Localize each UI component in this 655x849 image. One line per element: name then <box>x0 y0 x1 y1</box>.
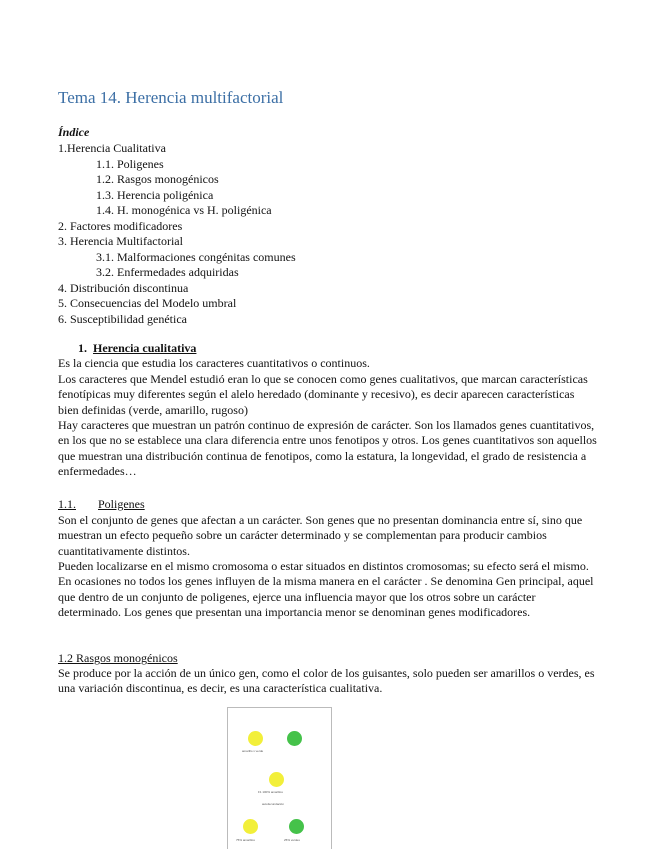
subsection-heading-poligenes <box>58 497 145 512</box>
green-pea-icon <box>289 819 304 834</box>
section1-paragraph-3: Hay caracteres que muestran un patrón continuo de expresión de carácter. Son los llamados genes cuantitativos, en los que no se establece una clara diferencia entre unos fenotipos y otros. Los genes cuantitativos son aquellos que muestran una distribución continua de fenotipos, como la estatura, la longevidad, el grado de resistencia a enfermedades… <box>58 418 597 479</box>
toc-item[interactable]: 6. Susceptibilidad genética <box>58 311 187 326</box>
toc-item[interactable]: 1.4. H. monogénica vs H. poligénica <box>96 203 272 217</box>
green-pea-icon <box>287 731 302 746</box>
yellow-pea-icon <box>248 731 263 746</box>
figure-caption: 75% amarillos <box>236 838 255 842</box>
subsection-title: Poligenes <box>98 497 145 511</box>
toc-item[interactable]: 1.Herencia Cualitativa <box>58 141 166 155</box>
poligenes-paragraph-1: Son el conjunto de genes que afectan a un carácter. Son genes que no presentan dominancia entre sí, sino que muestran un efecto pequeño sobre un carácter determinado y se complementan para producir cambios cuantitativamente distintos. <box>58 513 583 558</box>
subsection-heading-rasgos-monogenicos <box>58 651 178 666</box>
toc-item[interactable]: 5. Consecuencias del Modelo umbral <box>58 296 237 310</box>
toc-item[interactable]: 1.2. Rasgos monogénicos <box>96 172 219 186</box>
figure-caption: F1 100% amarillos <box>258 790 283 794</box>
poligenes-paragraph-2: Pueden localizarse en el mismo cromosoma o estar situados en distintos cromosomas; su efecto será el mismo. En ocasiones no todos los genes influyen de la misma manera en el carácter . Se denomina Gen principal, aquel que dentro de un conjunto de poligenes, ejerce una influencia mayor que los otros sobre un carácter determinado. Los genes que presentan una importancia menor se denominan genes modificadores. <box>58 559 594 620</box>
toc-item[interactable]: 1.3. Herencia poligénica <box>96 187 214 202</box>
toc-item[interactable]: 1.1. Poligenes <box>96 156 164 171</box>
subsection-title: Rasgos monogénicos <box>76 651 178 665</box>
toc-item[interactable]: 3.2. Enfermedades adquiridas <box>96 265 239 279</box>
figure-caption: 25% verdes <box>284 838 300 842</box>
document-title: Tema 14. Herencia multifactorial <box>58 88 284 107</box>
section1-paragraph-1: Es la ciencia que estudia los caracteres cuantitativos o continuos. <box>58 356 370 370</box>
table-of-contents <box>58 141 296 327</box>
subsection-number: 1.2 <box>58 651 73 665</box>
pea-cross-figure <box>227 707 332 849</box>
toc-item[interactable]: 2. Factores modificadores <box>58 218 183 233</box>
subsection-number: 1.1. <box>58 497 76 511</box>
toc-item[interactable]: 3.1. Malformaciones congénitas comunes <box>96 249 296 264</box>
figure-caption: amarillo x verde <box>242 749 264 753</box>
index-heading: Índice <box>58 125 90 139</box>
rasgos-paragraph-1: Se produce por la acción de un único gen, como el color de los guisantes, solo pueden ser amarillos o verdes, es una variación discontinua, es decir, es una característica cualitativa. <box>58 666 595 696</box>
toc-item[interactable]: 4. Distribución discontinua <box>58 280 189 295</box>
section1-paragraph-2: Los caracteres que Mendel estudió eran lo que se conocen como genes cualitativos, que marcan características fenotípicas muy diferentes según el alelo heredado (dominante y recesivo), es decir aparecen características bien definidas (verde, amarillo, rugoso) <box>58 372 588 417</box>
toc-item[interactable]: 3. Herencia Multifactorial <box>58 234 183 248</box>
section-heading-herencia-cualitativa <box>78 341 196 356</box>
section-title: Herencia cualitativa <box>93 341 197 355</box>
figure-caption: autofecundación <box>262 802 285 806</box>
section-number: 1. <box>78 341 87 355</box>
yellow-pea-icon <box>269 772 284 787</box>
yellow-pea-icon <box>243 819 258 834</box>
